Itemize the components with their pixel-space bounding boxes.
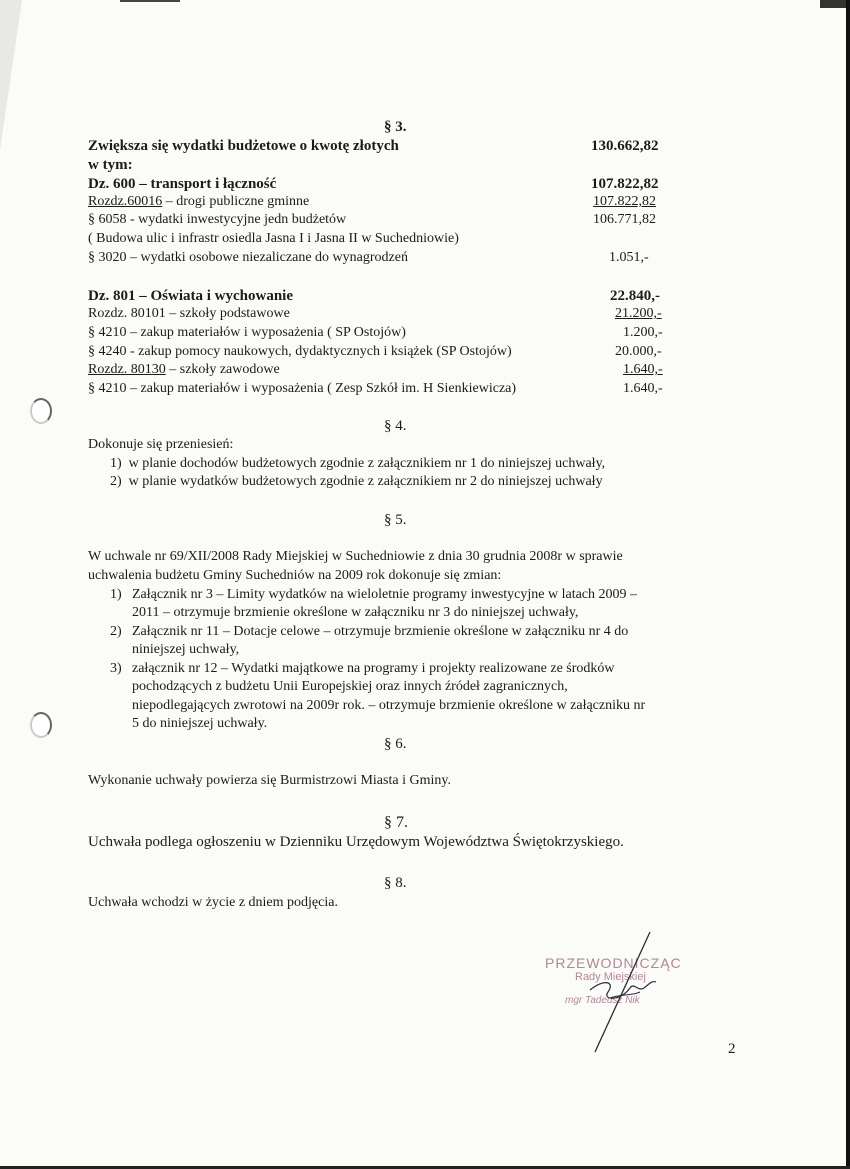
section-5-intro-line2: uchwalenia budżetu Gminy Suchedniów na 2009 rok dokonuje się zmian: xyxy=(88,568,502,583)
stamp-line-2: Rady Miejskiej xyxy=(575,971,646,983)
rozdz60016-code: Rozdz.60016 xyxy=(88,194,163,209)
p3020-amount: 1.051,- xyxy=(609,250,649,265)
section-5-item-1-num: 1) xyxy=(110,587,122,602)
section-8-heading: § 8. xyxy=(384,875,407,891)
rozdz80130-desc: – szkoły zawodowe xyxy=(165,362,280,377)
rozdz80130-amount: 1.640,- xyxy=(623,362,663,377)
rozdz80130-code: Rozdz. 80130 xyxy=(88,362,166,377)
section-5-heading: § 5. xyxy=(384,512,407,528)
dz801-label: Dz. 801 – Oświata i wychowanie xyxy=(88,288,293,304)
section-5-item-1-line2: 2011 – otrzymuje brzmienie określone w załączniku nr 3 do niniejszej uchwały, xyxy=(132,605,579,620)
section-4-heading: § 4. xyxy=(384,418,407,434)
list-number: 1) xyxy=(110,456,122,471)
p4210a-label: § 4210 – zakup materiałów i wyposażenia ( SP Ostojów) xyxy=(88,325,406,340)
section-5-item-3-line1: załącznik nr 12 – Wydatki majątkowe na programy i projekty realizowane ze środków xyxy=(132,661,615,676)
stamp-line-1: PRZEWODNICZĄC xyxy=(545,955,682,971)
p3020-label: § 3020 – wydatki osobowe niezaliczane do wynagrodzeń xyxy=(88,250,408,265)
rozdz80101-code: Rozdz. 80101 xyxy=(88,306,166,321)
section-3-heading: § 3. xyxy=(384,119,407,135)
section-5-item-3-line4: 5 do niniejszej uchwały. xyxy=(132,716,268,731)
list-text: w planie wydatków budżetowych zgodnie z załącznikiem nr 2 do niniejszej uchwały xyxy=(128,474,603,489)
section-5-item-3-line2: pochodzących z budżetu Unii Europejskiej oraz innych źródeł zagranicznych, xyxy=(132,679,568,694)
scan-artifact-top xyxy=(120,0,180,2)
section-4-item-1 xyxy=(110,456,605,472)
scan-edge-right xyxy=(846,0,850,1169)
dz801-amount: 22.840,- xyxy=(610,288,660,304)
page-number: 2 xyxy=(728,1041,736,1057)
w-tym-label: w tym: xyxy=(88,157,133,173)
list-text: w planie dochodów budżetowych zgodnie z załącznikiem nr 1 do niniejszej uchwały, xyxy=(128,456,606,471)
punch-hole-lower xyxy=(30,712,52,738)
budowa-note: ( Budowa ulic i infrastr osiedla Jasna I i Jasna II w Suchedniowie) xyxy=(88,231,459,246)
scan-artifact-corner xyxy=(820,0,846,8)
rozdz60016-amount: 107.822,82 xyxy=(593,194,656,209)
section-5-item-1-line1: Załącznik nr 3 – Limity wydatków na wieloletnie programy inwestycyjne w latach 2009 – xyxy=(132,587,638,602)
section-5-item-2-line2: niniejszej uchwały, xyxy=(132,642,240,657)
section-6-heading: § 6. xyxy=(384,736,407,752)
p6058-label: § 6058 - wydatki inwestycyjne jedn budżetów xyxy=(88,212,347,227)
section-4-intro: Dokonuje się przeniesień: xyxy=(88,437,234,452)
stamp-line-3: mgr Tadeusz Nik xyxy=(565,995,640,1006)
list-number: 2) xyxy=(110,474,122,489)
section-5-item-2-line1: Załącznik nr 11 – Dotacje celowe – otrzymuje brzmienie określone w załączniku nr 4 do xyxy=(132,624,629,639)
punch-hole-upper xyxy=(30,398,52,424)
rozdz60016-desc: – drogi publiczne gminne xyxy=(162,194,310,209)
p6058-amount: 106.771,82 xyxy=(593,212,656,227)
p4210a-amount: 1.200,- xyxy=(623,325,663,340)
section-4-item-2 xyxy=(110,474,603,490)
scan-shadow-left xyxy=(0,0,22,150)
budget-increase-label: Zwiększa się wydatki budżetowe o kwotę złotych xyxy=(88,138,399,154)
p4240-label: § 4240 - zakup pomocy naukowych, dydaktycznych i książek (SP Ostojów) xyxy=(88,344,512,359)
p4210b-amount: 1.640,- xyxy=(623,381,663,396)
section-7-heading: § 7. xyxy=(384,814,408,831)
section-5-item-3-line3: niepodlegających zwrotowi na 2009r rok. – otrzymuje brzmienie określone w załączniku nr xyxy=(132,698,646,713)
dz600-amount: 107.822,82 xyxy=(591,176,659,192)
section-6-text: Wykonanie uchwały powierza się Burmistrzowi Miasta i Gminy. xyxy=(88,773,451,788)
section-5-intro-line1: W uchwale nr 69/XII/2008 Rady Miejskiej w Suchedniowie z dnia 30 grudnia 2008r w sprawie xyxy=(88,549,623,564)
rozdz80101-amount: 21.200,- xyxy=(615,306,662,321)
section-8-text: Uchwała wchodzi w życie z dniem podjęcia. xyxy=(88,895,338,910)
p4240-amount: 20.000,- xyxy=(615,344,662,359)
dz600-label: Dz. 600 – transport i łączność xyxy=(88,176,277,192)
p4210b-label: § 4210 – zakup materiałów i wyposażenia ( Zesp Szkół im. H Sienkiewicza) xyxy=(88,381,517,396)
section-5-item-2-num: 2) xyxy=(110,624,122,639)
rozdz80101-row xyxy=(88,306,290,322)
budget-increase-amount: 130.662,82 xyxy=(591,138,659,154)
rozdz80130-row xyxy=(88,362,280,378)
handwritten-signature xyxy=(560,930,700,1060)
section-5-item-3-num: 3) xyxy=(110,661,122,676)
section-7-text: Uchwała podlega ogłoszeniu w Dzienniku Urzędowym Województwa Świętokrzyskiego. xyxy=(88,834,624,850)
rozdz80101-desc: – szkoły podstawowe xyxy=(165,306,290,321)
rozdz60016-row xyxy=(88,194,309,210)
